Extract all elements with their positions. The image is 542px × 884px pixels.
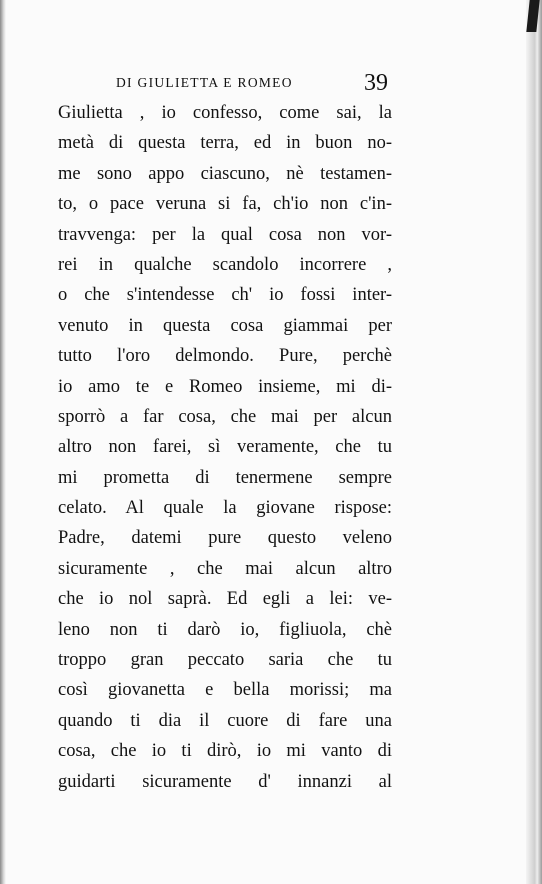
text-line: cosa, che io ti dirò, io mi vanto di — [58, 741, 392, 762]
page-left-edge — [0, 0, 6, 884]
text-line: altro non farei, sì veramente, che tu — [58, 437, 392, 458]
text-line: metà di questa terra, ed in buon no- — [58, 133, 392, 154]
text-line: che io nol saprà. Ed egli a lei: ve- — [58, 589, 392, 610]
running-head: DI GIULIETTA E ROMEO — [116, 75, 293, 90]
text-line: travvenga: per la qual cosa non vor- — [58, 224, 392, 245]
text-line: Padre, datemi pure questo veleno — [58, 528, 392, 549]
text-line: me sono appo ciascuno, nè testamen- — [58, 163, 392, 184]
text-line: Giulietta , io confesso, come sai, la — [58, 103, 392, 123]
text-line: sicuramente , che mai alcun altro — [58, 558, 392, 579]
text-line: venuto in questa cosa giammai per — [58, 315, 392, 336]
text-line: così giovanetta e bella morissi; ma — [58, 680, 392, 701]
text-line: to, o pace veruna si fa, ch'io non c'in- — [58, 194, 392, 215]
page-right-edge — [526, 0, 542, 884]
page-number: 39 — [364, 70, 388, 96]
text-line: rei in qualche scandolo incorrere , — [58, 254, 392, 275]
body-text — [58, 98, 392, 797]
text-line: troppo gran peccato saria che tu — [58, 650, 392, 671]
text-line: leno non ti darò io, figliuola, chè — [58, 619, 392, 640]
text-line: celato. Al quale la giovane rispose: — [58, 498, 392, 519]
page-header — [106, 70, 406, 94]
text-line: sporrò a far cosa, che mai per alcun — [58, 406, 392, 427]
text-line: o che s'intendesse ch' io fossi inter- — [58, 285, 392, 306]
text-line: quando ti dia il cuore di fare una — [58, 710, 392, 731]
text-line: mi prometta di tenermene sempre — [58, 467, 392, 488]
text-line: guidarti sicuramente d' innanzi al — [58, 771, 392, 792]
text-line: io amo te e Romeo insieme, mi di- — [58, 376, 392, 397]
text-line: tutto l'oro delmondo. Pure, perchè — [58, 346, 392, 367]
